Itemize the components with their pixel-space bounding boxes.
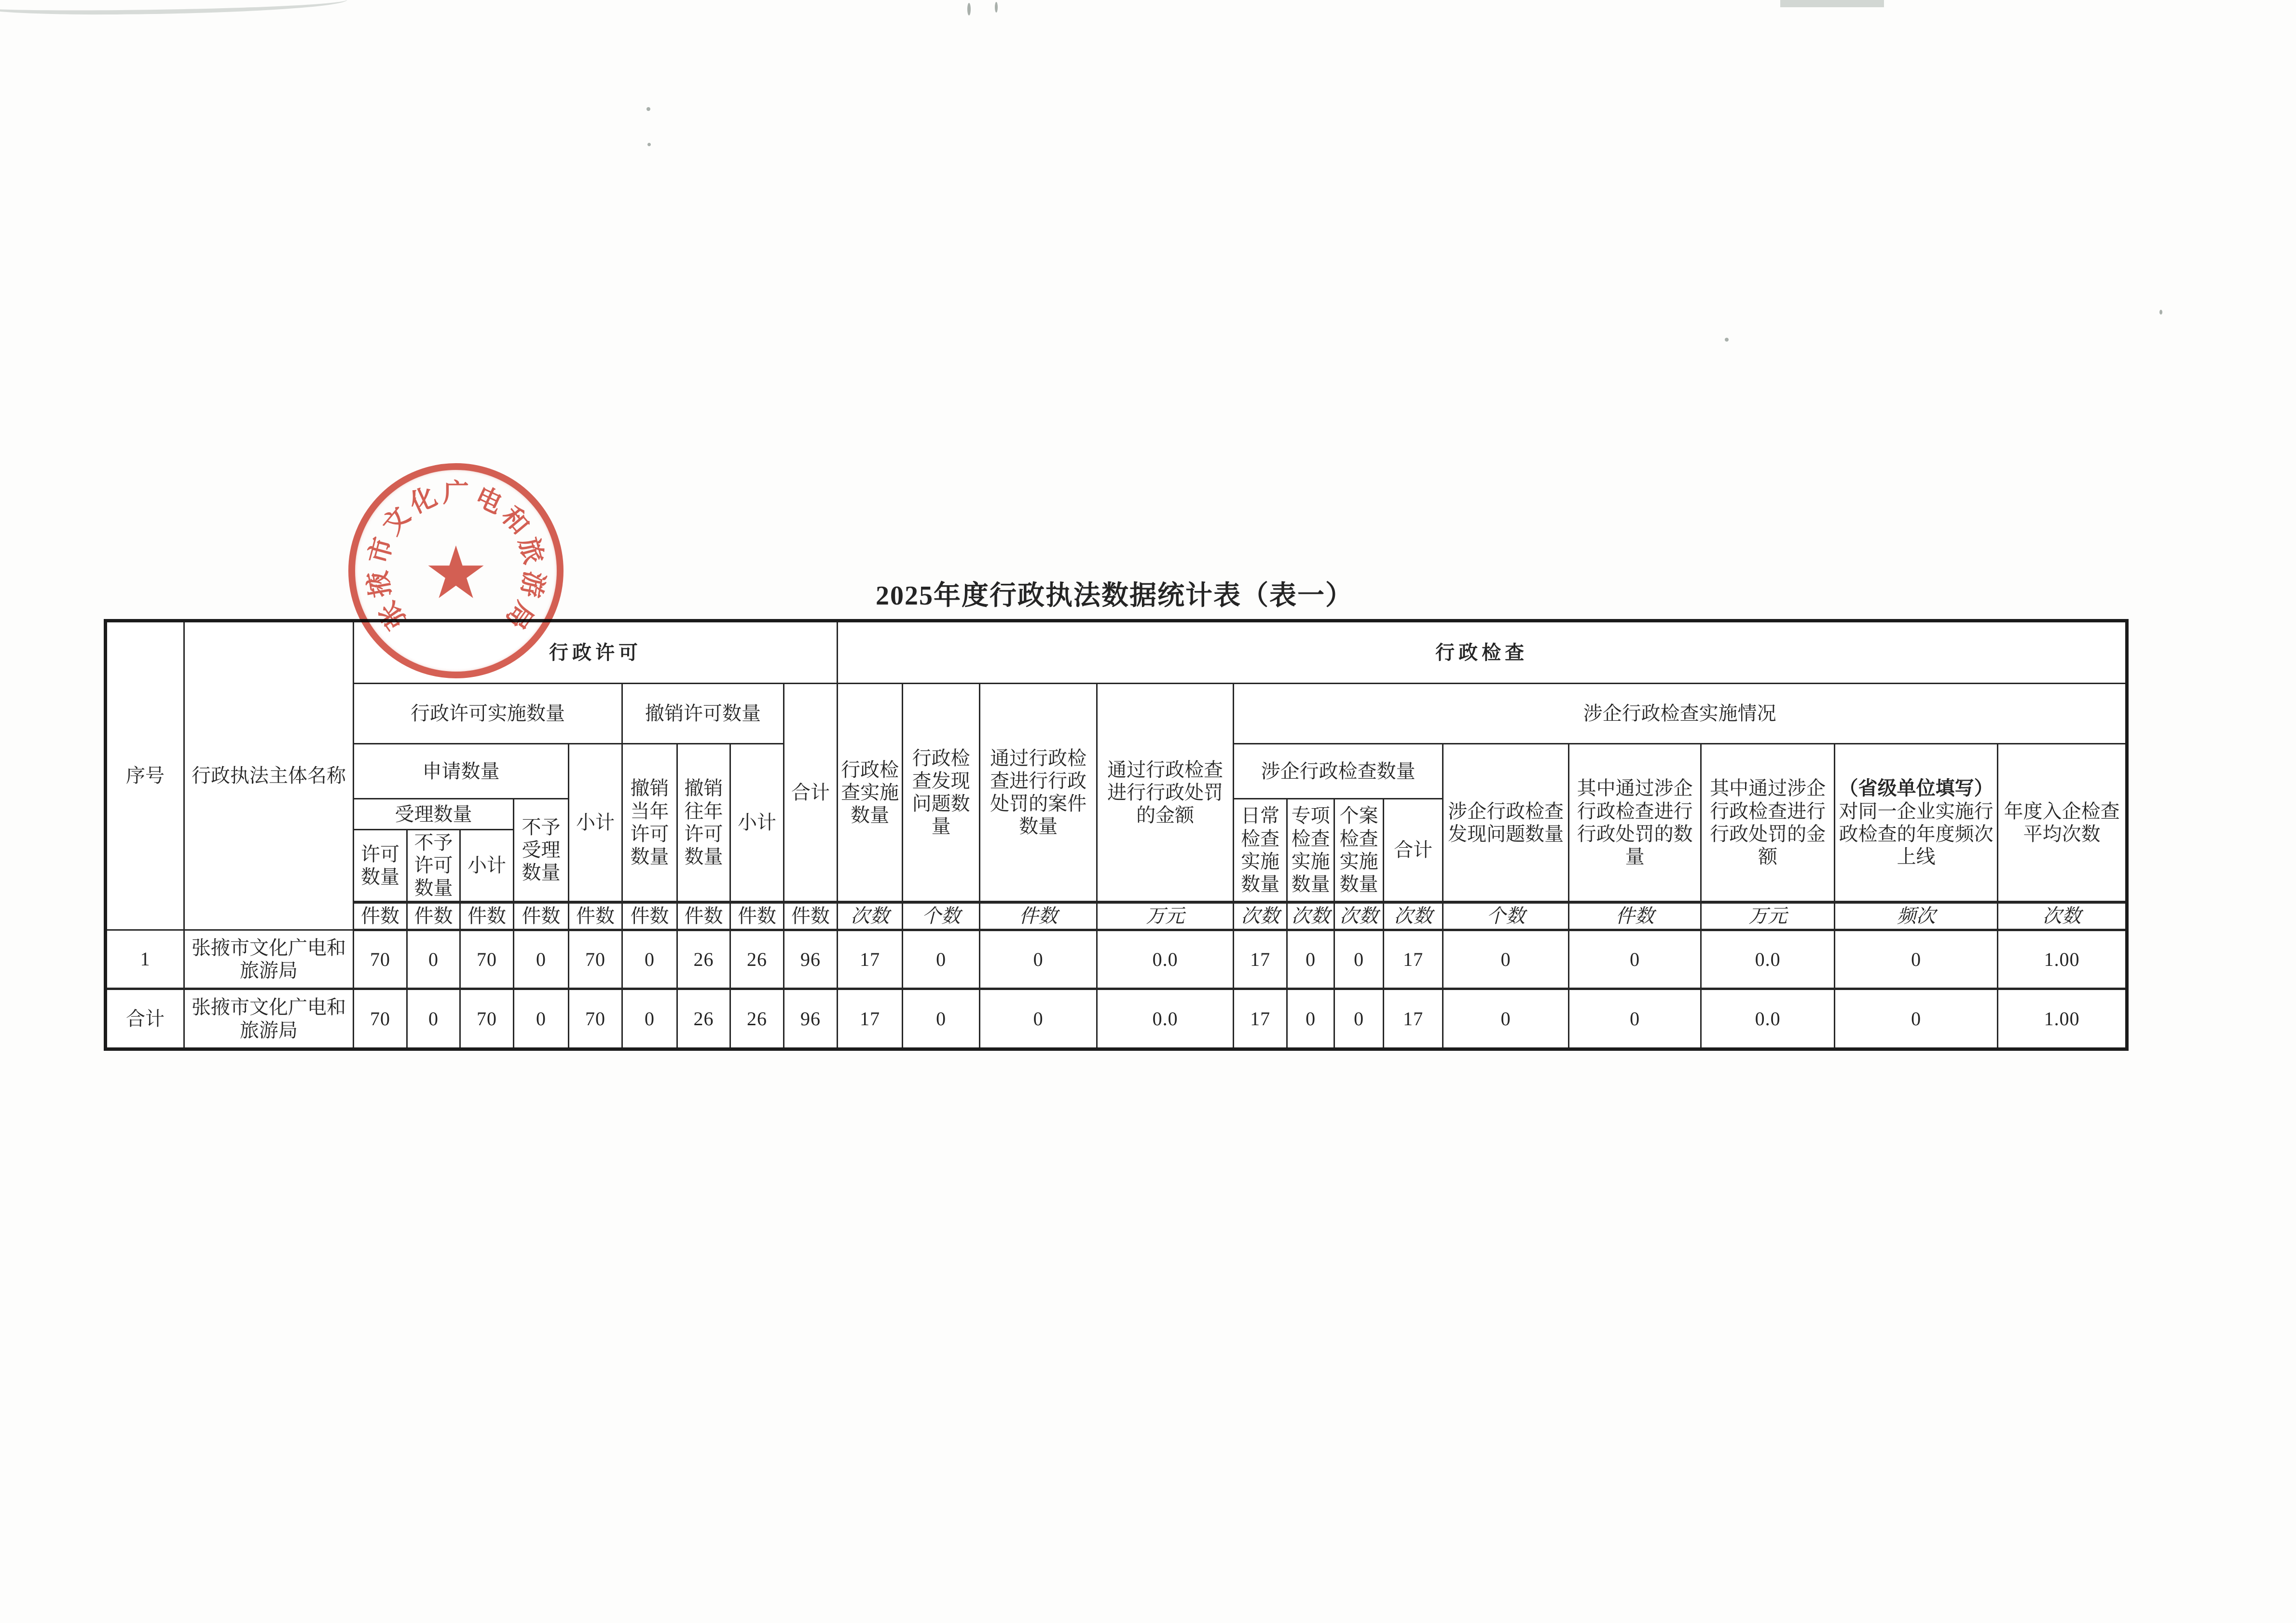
unit-cell: 件数 bbox=[569, 902, 622, 930]
unit-cell: 件数 bbox=[354, 902, 407, 930]
data-cell: 0 bbox=[1835, 930, 1998, 989]
unit-cell: 次数 bbox=[1998, 902, 2127, 930]
data-cell: 70 bbox=[460, 930, 514, 989]
data-cell: 1.00 bbox=[1998, 989, 2127, 1049]
data-cell: 17 bbox=[1384, 930, 1443, 989]
scan-speck bbox=[647, 143, 651, 146]
scan-speck bbox=[967, 3, 971, 15]
unit-cell: 次数 bbox=[838, 902, 903, 930]
scan-speck bbox=[1725, 338, 1729, 342]
data-cell: 96 bbox=[784, 989, 838, 1049]
data-cell: 0.0 bbox=[1701, 989, 1835, 1049]
data-cell: 0 bbox=[514, 930, 569, 989]
unit-cell: 次数 bbox=[1384, 902, 1443, 930]
seal-text-char: 文 bbox=[376, 501, 416, 540]
header-not-accepted-count: 不予受理数量 bbox=[514, 799, 569, 902]
header-inspection-penalty-amount: 通过行政检查进行行政处罚的金额 bbox=[1097, 684, 1234, 902]
header-accepted-count: 受理数量 bbox=[354, 799, 514, 830]
data-cell: 26 bbox=[677, 989, 730, 1049]
table-row bbox=[106, 930, 2127, 989]
scan-speck bbox=[646, 107, 650, 111]
seal-text-char: 广 bbox=[443, 478, 469, 508]
header-enterprise-inspection-situation: 涉企行政检查实施情况 bbox=[1234, 684, 2127, 744]
scan-speck bbox=[2159, 310, 2162, 315]
unit-cell: 次数 bbox=[1334, 902, 1384, 930]
header-daily-inspection-count: 日常检查实施数量 bbox=[1234, 799, 1287, 902]
header-enterprise-penalty-amount: 其中通过涉企行政检查进行行政处罚的金额 bbox=[1701, 744, 1835, 902]
data-cell: 17 bbox=[838, 930, 903, 989]
data-cell: 0 bbox=[1443, 930, 1569, 989]
header-case-inspection-count: 个案检查实施数量 bbox=[1334, 799, 1384, 902]
data-cell: 17 bbox=[1234, 930, 1287, 989]
header-revoked-license-count: 撤销许可数量 bbox=[622, 684, 784, 744]
data-cell: 0 bbox=[514, 989, 569, 1049]
seal-text-char: 游 bbox=[516, 569, 550, 600]
header-license-total: 合计 bbox=[784, 684, 838, 902]
unit-cell: 次数 bbox=[1287, 902, 1334, 930]
data-cell: 0 bbox=[980, 989, 1097, 1049]
data-cell: 0 bbox=[1835, 989, 1998, 1049]
header-inspection-problems-found: 行政检查发现问题数量 bbox=[903, 684, 980, 902]
data-cell: 0 bbox=[980, 930, 1097, 989]
unit-cell: 件数 bbox=[407, 902, 460, 930]
data-cell: 0 bbox=[1569, 930, 1701, 989]
header-provincial-prefix: （省级单位填写） bbox=[1839, 777, 1994, 799]
header-accepted-subtotal: 小计 bbox=[460, 830, 514, 902]
header-enterprise-problems-found: 涉企行政检查发现问题数量 bbox=[1443, 744, 1569, 902]
header-enterprise-inspection-total: 合计 bbox=[1384, 799, 1443, 902]
seal-text-char: 局 bbox=[500, 596, 539, 634]
data-cell: 70 bbox=[569, 989, 622, 1049]
unit-cell: 件数 bbox=[730, 902, 784, 930]
data-cell: 0 bbox=[622, 989, 677, 1049]
data-cell: 0 bbox=[622, 930, 677, 989]
data-cell: 26 bbox=[677, 930, 730, 989]
header-entity-name: 行政执法主体名称 bbox=[184, 621, 354, 930]
data-cell: 0.0 bbox=[1097, 930, 1234, 989]
header-enterprise-penalty-count: 其中通过涉企行政检查进行行政处罚的数量 bbox=[1569, 744, 1701, 902]
seal-text-char: 和 bbox=[496, 501, 536, 540]
header-provincial-frequency-limit bbox=[1835, 744, 1998, 902]
table-row-total bbox=[106, 989, 2127, 1049]
data-cell: 1.00 bbox=[1998, 930, 2127, 989]
header-not-licensed-count: 不予许可数量 bbox=[407, 830, 460, 902]
data-cell: 17 bbox=[1234, 989, 1287, 1049]
data-cell: 96 bbox=[784, 930, 838, 989]
data-cell: 0 bbox=[1569, 989, 1701, 1049]
data-cell: 0 bbox=[407, 930, 460, 989]
data-cell: 17 bbox=[1384, 989, 1443, 1049]
data-cell: 17 bbox=[838, 989, 903, 1049]
data-cell: 26 bbox=[730, 930, 784, 989]
header-license-subtotal: 小计 bbox=[569, 744, 622, 902]
header-annual-average-inspections: 年度入企检查平均次数 bbox=[1998, 744, 2127, 902]
unit-cell: 件数 bbox=[622, 902, 677, 930]
data-cell: 0 bbox=[903, 930, 980, 989]
data-cell: 0.0 bbox=[1701, 930, 1835, 989]
unit-cell: 件数 bbox=[1569, 902, 1701, 930]
seal-text-char: 化 bbox=[405, 481, 441, 519]
seal-text-char: 电 bbox=[471, 481, 507, 519]
header-licensed-count: 许可数量 bbox=[354, 830, 407, 902]
data-cell: 0 bbox=[1287, 989, 1334, 1049]
header-row-2 bbox=[106, 684, 2127, 744]
data-cell: 0 bbox=[1443, 989, 1569, 1049]
data-cell: 70 bbox=[460, 989, 514, 1049]
header-application-count: 申请数量 bbox=[354, 744, 569, 799]
row-serial: 1 bbox=[106, 930, 184, 989]
header-license-implemented-count: 行政许可实施数量 bbox=[354, 684, 622, 744]
header-enterprise-inspection-count: 涉企行政检查数量 bbox=[1234, 744, 1443, 799]
header-revoked-previous-year: 撤销往年许可数量 bbox=[677, 744, 730, 902]
header-revoked-current-year: 撤销当年许可数量 bbox=[622, 744, 677, 902]
data-cell: 70 bbox=[354, 989, 407, 1049]
seal-text-char: 市 bbox=[363, 534, 398, 567]
scan-smudge-top-left bbox=[0, 0, 347, 16]
data-cell: 70 bbox=[569, 930, 622, 989]
row-entity-name: 张掖市文化广电和旅游局 bbox=[184, 930, 354, 989]
data-cell: 0 bbox=[903, 989, 980, 1049]
data-cell: 26 bbox=[730, 989, 784, 1049]
data-cell: 0.0 bbox=[1097, 989, 1234, 1049]
units-row bbox=[106, 902, 2127, 930]
data-cell: 70 bbox=[354, 930, 407, 989]
data-cell: 0 bbox=[1334, 989, 1384, 1049]
seal-text-char: 旅 bbox=[514, 534, 549, 567]
unit-cell: 件数 bbox=[677, 902, 730, 930]
seal-star-icon: ★ bbox=[423, 534, 489, 614]
unit-cell: 件数 bbox=[514, 902, 569, 930]
header-serial-number: 序号 bbox=[106, 621, 184, 930]
data-cell: 0 bbox=[1287, 930, 1334, 989]
unit-cell: 次数 bbox=[1234, 902, 1287, 930]
scan-smudge-top-right bbox=[1780, 0, 1884, 7]
page-title: 2025年度行政执法数据统计表（表一） bbox=[876, 581, 1353, 611]
statistics-table bbox=[104, 619, 2129, 1051]
header-provincial-rest: 对同一企业实施行政检查的年度频次上线 bbox=[1839, 800, 1994, 867]
unit-cell: 万元 bbox=[1701, 902, 1835, 930]
seal-text-char: 掖 bbox=[362, 569, 396, 600]
unit-cell: 件数 bbox=[784, 902, 838, 930]
unit-cell: 个数 bbox=[1443, 902, 1569, 930]
header-section-administrative-inspection: 行政检查 bbox=[838, 621, 2127, 684]
row-entity-name: 张掖市文化广电和旅游局 bbox=[184, 989, 354, 1049]
row-serial-total: 合计 bbox=[106, 989, 184, 1049]
unit-cell: 件数 bbox=[980, 902, 1097, 930]
unit-cell: 件数 bbox=[460, 902, 514, 930]
unit-cell: 个数 bbox=[903, 902, 980, 930]
data-cell: 0 bbox=[1334, 930, 1384, 989]
header-row-1 bbox=[106, 621, 2127, 684]
header-special-inspection-count: 专项检查实施数量 bbox=[1287, 799, 1334, 902]
data-cell: 0 bbox=[407, 989, 460, 1049]
scan-speck bbox=[995, 2, 998, 13]
header-inspection-implemented-count: 行政检查实施数量 bbox=[838, 684, 903, 902]
unit-cell: 频次 bbox=[1835, 902, 1998, 930]
header-inspection-penalty-cases: 通过行政检查进行行政处罚的案件数量 bbox=[980, 684, 1097, 902]
unit-cell: 万元 bbox=[1097, 902, 1234, 930]
header-section-administrative-licensing: 行政许可 bbox=[354, 621, 838, 684]
header-revoked-subtotal: 小计 bbox=[730, 744, 784, 902]
seal-text-char: 张 bbox=[372, 596, 412, 634]
